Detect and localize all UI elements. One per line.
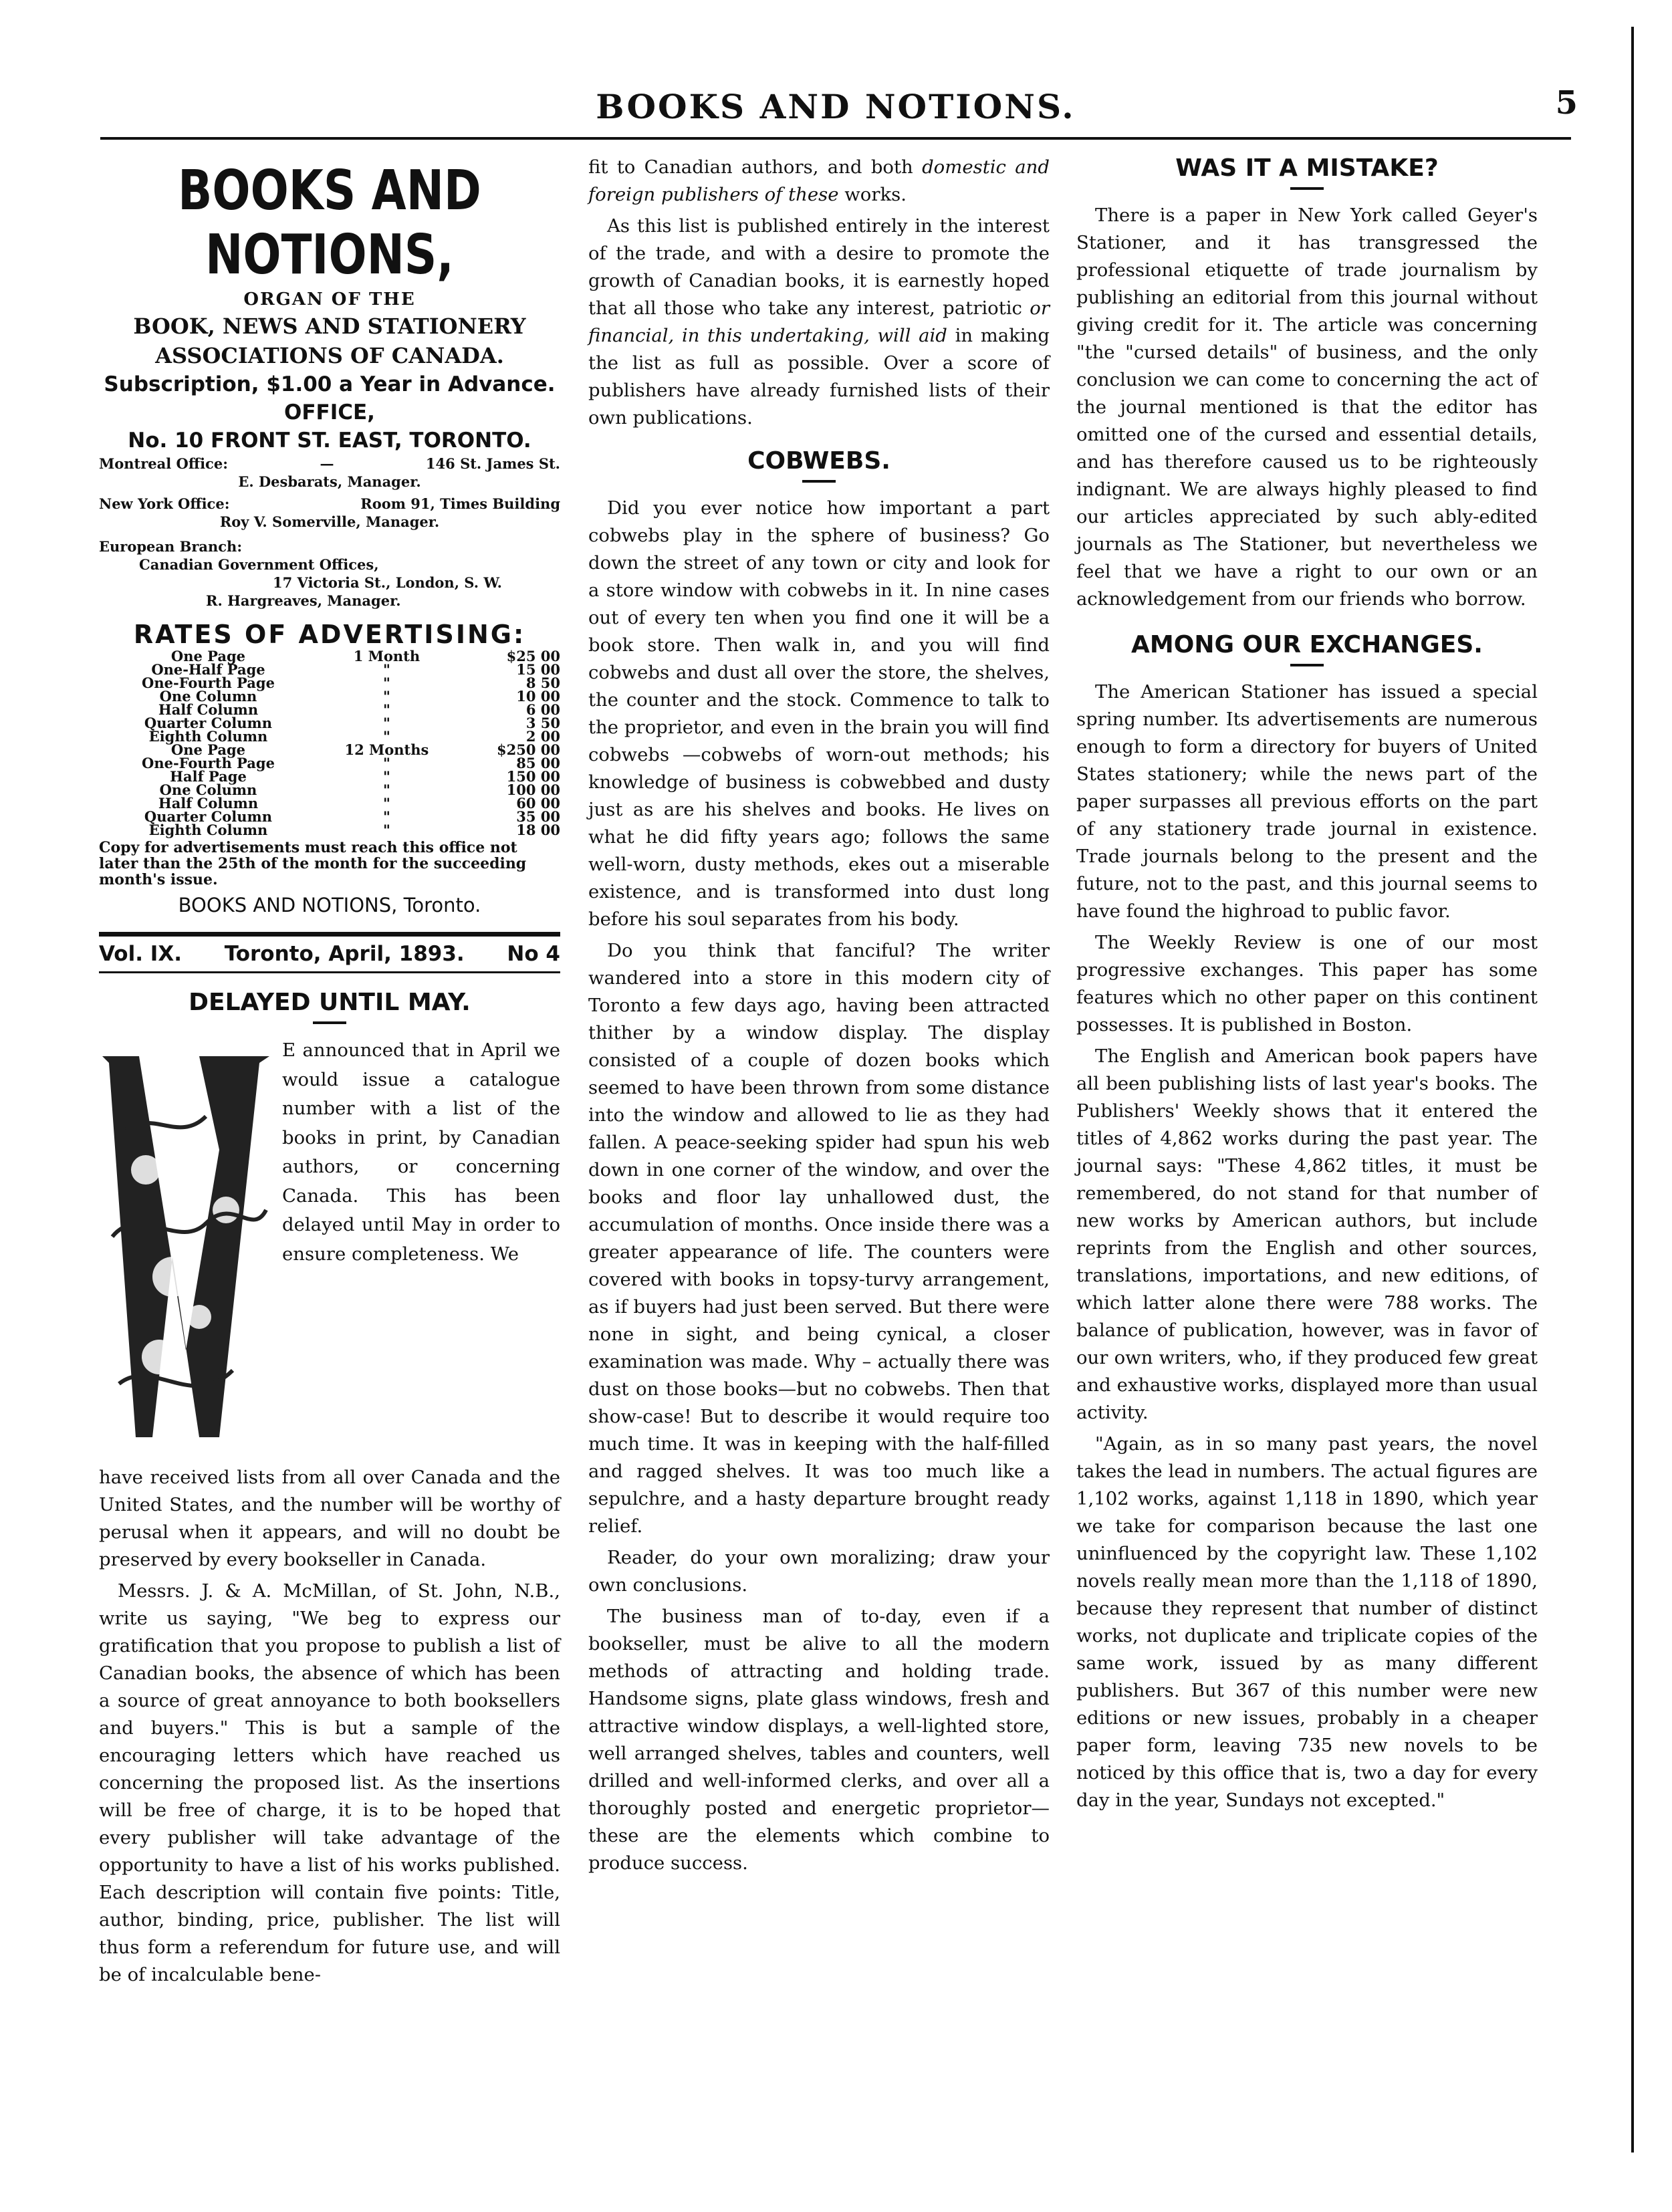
masthead-assoc-line1: BOOK, NEWS AND STATIONERY (133, 314, 526, 339)
rate-duration: " (382, 768, 390, 785)
rate-item: One Page (170, 741, 246, 758)
montreal-manager: E. Desbarats, Manager. (238, 473, 421, 490)
montreal-label: Montreal Office: (99, 455, 228, 472)
issue-date: Toronto, April, 1893. (224, 942, 465, 966)
masthead-box (99, 159, 560, 920)
cobwebs-paragraph-3: Reader, do your own moralizing; draw your own conclusions. (588, 1547, 1050, 1596)
cobwebs-paragraph-1: Did you ever notice how important a part cobwebs play in the sphere of business? Go down the street of any town or city and look for a store window with cobwebs in it. In nine cases out of every ten when you find one it will be a book store. Then walk in, and you will find cobwebs and dust all over the store, the shelves, the counter and the stock. Commence to talk to the proprietor, and even in the brain you will find cobwebs —cobwebs of worn-out methods; his knowledge of business is cobwebbed and dusty just as are his shelves and books. He lives on what he did fifty years ago; follows the same well-worn, dusty methods, ekes out a miserable existence, and is transformed into dust long before his soul separates from his body. (588, 497, 1050, 930)
europe-line2: 17 Victoria St., London, S. W. (273, 574, 502, 591)
rate-item: One-Half Page (151, 661, 265, 678)
rate-item: Eighth Column (148, 822, 268, 838)
rate-amount: $25 00 (506, 648, 560, 664)
heading-exchanges: AMONG OUR EXCHANGES. (1131, 631, 1483, 658)
cobwebs-paragraph-4: The business man of to-day, even if a bookseller, must be alive to all the modern methods of attracting and holding trade. Handsome signs, plate glass windows, fresh and attractive window displays, a well-lighted store, well arranged shelves, tables and counters, well drilled and well-informed clerks, and over all a thoroughly posted and energetic proprietor—these are the elements which combine to produce success. (588, 1606, 1050, 1874)
column-2 (588, 154, 1050, 1881)
masthead-title: BOOKS AND NOTIONS, (178, 159, 481, 287)
rate-duration: 12 Months (344, 741, 429, 758)
delayed-drop-text (282, 1036, 560, 1464)
issue-volume: Vol. IX. (99, 942, 182, 966)
rate-duration: " (382, 808, 390, 825)
header-rule (100, 137, 1571, 140)
rate-amount: 3 50 (525, 715, 560, 731)
column-1 (99, 154, 560, 1993)
heading-rule (313, 1021, 346, 1024)
exchanges-paragraph-1: The American Stationer has issued a special spring number. Its advertisements are numerous enough to form a directory for buyers of United States stationery; while the news part of the paper surpasses all previous efforts on the part of any stationery trade journal in existence. Trade journals belong to the present and the future, not to the past, and this journal seems to have found the highroad to public favor. (1076, 681, 1538, 922)
delayed-paragraph-1-rest: have received lists from all over Canada and the United States, and the number will be worthy of perusal when it appears, and will no doubt be preserved by every bookseller in Canada. (99, 1467, 560, 1570)
heading-cobwebs: COBWEBS. (747, 447, 890, 475)
rate-item: Half Page (170, 768, 247, 785)
rate-item: One-Fourth Page (142, 755, 275, 771)
masthead-signature: BOOKS AND NOTIONS, Toronto. (178, 894, 481, 916)
rate-row (99, 757, 560, 770)
delayed-paragraph-2: Messrs. J. & A. McMillan, of St. John, N.B., write us saying, "We beg to express our gratification that you propose to publish a list of Canadian books, the absence of which has been a source of great annoyance to both booksellers and buyers." This is but a sample of the encouraging letters which have reached us concerning the proposed list. As the insertions will be free of charge, it is to be hoped that every publisher will take advantage of the opportunity to have a list of his works published. Each description will contain five points: Title, author, binding, price, publisher. The list will thus form a referendum for future use, and will be of incalculable bene- (99, 1580, 560, 1985)
rate-amount: 100 00 (506, 781, 560, 798)
rate-item: One Column (159, 781, 257, 798)
european-branch (99, 537, 560, 610)
rate-row (99, 824, 560, 837)
rate-item: Half Column (158, 795, 259, 812)
rate-duration: " (382, 701, 390, 718)
rate-item: Eighth Column (148, 728, 268, 745)
subscription-price: Subscription, $1.00 a Year in Advance. (104, 372, 556, 396)
masthead-assoc-line2: ASSOCIATIONS OF CANADA. (155, 343, 504, 368)
rate-amount: 15 00 (516, 661, 560, 678)
exchanges-paragraph-3: The English and American book papers have all been publishing lists of last year's books. The Publishers' Weekly shows that it entered the titles of 4,862 works during the past year. The journal says: "These 4,862 titles, it must be remembered, do not stand for that number of new works by American authors, but include reprints from the English and other sources, translations, importations, and new editions, of which latter alone there were 788 works. The balance of publication, however, was in favor of our own writers, who, if they produced few great and exhaustive works, displayed more than usual activity. (1076, 1046, 1538, 1423)
heading-rule (802, 480, 836, 483)
office-address: No. 10 FRONT ST. EAST, TORONTO. (128, 428, 531, 453)
page-header (94, 74, 1578, 154)
page-edge-rule (1631, 27, 1634, 2153)
rate-amount: 10 00 (516, 688, 560, 705)
mistake-paragraph: There is a paper in New York called Geyer's Stationer, and it has transgressed the professional etiquette of trade journalism by publishing an editorial from this journal without giving credit for it. The article was concerning "the "cursed details" of business, and the only conclusion we can come to concerning the act of the journal mentioned is that the editor has omitted one of the cursed and essential details, and has therefore caused us to be righteously indignant. We are always highly pleased to find our articles appreciated by such ably-edited journals as The Stationer, but nevertheless we feel that we have a right to our own or an acknowledgement from our friends who borrow. (1076, 205, 1538, 610)
rate-amount: 150 00 (506, 768, 560, 785)
page-number: 5 (1555, 84, 1578, 122)
rate-amount: $250 00 (497, 741, 560, 758)
rate-item: One-Fourth Page (142, 674, 275, 691)
heading-rule (1290, 187, 1324, 190)
issue-number: No 4 (507, 942, 560, 966)
rate-amount: 18 00 (516, 822, 560, 838)
masthead-organ: ORGAN OF THE (243, 289, 416, 310)
rate-duration: " (382, 781, 390, 798)
issue-line (99, 941, 560, 967)
rate-duration: " (382, 661, 390, 678)
newyork-label: New York Office: (99, 495, 230, 512)
rate-duration: " (382, 728, 390, 745)
delayed-paragraph-1-drop: E announced that in April we would issue a catalogue number with a list of the books in print, by Canadian authors, or concerning Canada. This has been delayed until May in order to ensure completeness. We (282, 1039, 560, 1265)
rate-amount: 35 00 (516, 808, 560, 825)
montreal-address: 146 St. James St. (425, 455, 560, 472)
rate-duration: " (382, 795, 390, 812)
running-title: BOOKS AND NOTIONS. (596, 87, 1076, 126)
cobwebs-paragraph-2: Do you think that fanciful? The writer wandered into a store in this modern city of Toronto a few days ago, having been attracted thither by a window display. The display consisted of a couple of dozen books which seemed to have been thrown from some distance into the window and allowed to lie as they had fallen. A peace-seeking spider had spun his web down in one corner of the window, and over the books and floor lay unhallowed dust, the accumulation of months. Once inside there was a greater appearance of life. The counters were covered with books in topsy-turvy arrangement, as if buyers had just been served. But there were none in sight, and being cynical, a closer examination was made. Why – actually there was dust on those books—but no cobwebs. Then that show-case! But to describe it would require too much time. It was in keeping with the half-filled and ragged shelves. It was too much like a sepulchre, and a hasty departure brought ready relief. (588, 940, 1050, 1537)
rates-table (99, 650, 560, 837)
divider-thick (99, 932, 560, 937)
rate-duration: " (382, 674, 390, 691)
heading-rule (1290, 664, 1324, 666)
newyork-manager: Roy V. Somerville, Manager. (219, 513, 440, 530)
montreal-office (99, 455, 560, 491)
delayed-continued-p2: As this list is published entirely in the interest of the trade, and with a desire to promote the growth of Canadian books, it is earnestly hoped that all those who take any interest, patriotic or financial, in this undertaking, will aid in making the list as full as possible. Over a score of publishers have already furnished lists of their own publications. (588, 215, 1050, 428)
rate-item: One Column (159, 688, 257, 705)
column-3 (1076, 154, 1538, 1818)
rate-duration: " (382, 688, 390, 705)
rate-amount: 85 00 (516, 755, 560, 771)
exchanges-paragraph-2: The Weekly Review is one of our most progressive exchanges. This paper has some features which no other paper on this continent possesses. It is published in Boston. (1076, 932, 1538, 1035)
rate-item: Quarter Column (144, 808, 273, 825)
heading-mistake: WAS IT A MISTAKE? (1175, 154, 1439, 182)
rate-item: Quarter Column (144, 715, 273, 731)
delayed-continued-p1: fit to Canadian authors, and both domestic and foreign publishers of these works. (588, 156, 1050, 205)
rate-amount: 2 00 (525, 728, 560, 745)
newyork-office (99, 495, 560, 531)
drop-cap-block (99, 1036, 560, 1464)
europe-manager: R. Hargreaves, Manager. (206, 592, 401, 609)
rate-duration: " (382, 822, 390, 838)
rate-item: Half Column (158, 701, 259, 718)
exchanges-paragraph-4: "Again, as in so many past years, the novel takes the lead in numbers. The actual figures are 1,102 works, against 1,118 in 1890, which year we take for comparison because the last one uninfluenced by the copyright law. These 1,102 novels really mean more than the 1,118 of 1890, because they represent that number of distinct works, not duplicate and triplicate copies of the same work, issued by as many different publishers. But 367 of this number were new editions or new issues, probably in a cheaper paper form, leaving 735 new novels to be noticed by this office that is, two a day for every day in the year, Sundays not excepted." (1076, 1433, 1538, 1811)
rate-item: One Page (170, 648, 246, 664)
newyork-address: Room 91, Times Building (360, 495, 560, 512)
europe-label: European Branch: (99, 538, 243, 555)
copy-deadline-note: Copy for advertisements must reach this office not later than the 25th of the month for the succeeding month's issue. (99, 839, 527, 888)
europe-line1: Canadian Government Offices, (139, 556, 379, 573)
office-label: OFFICE, (284, 400, 375, 424)
rate-duration: " (382, 715, 390, 731)
ornamental-initial-w (99, 1036, 273, 1464)
rate-row (99, 730, 560, 743)
rate-amount: 60 00 (516, 795, 560, 812)
heading-delayed: DELAYED UNTIL MAY. (189, 989, 471, 1016)
rate-amount: 6 00 (525, 701, 560, 718)
rate-duration: 1 Month (353, 648, 421, 664)
divider-thin (99, 971, 560, 973)
rate-amount: 8 50 (525, 674, 560, 691)
rates-heading: RATES OF ADVERTISING: (133, 620, 526, 649)
montreal-dash: — (320, 455, 334, 472)
rate-duration: " (382, 755, 390, 771)
